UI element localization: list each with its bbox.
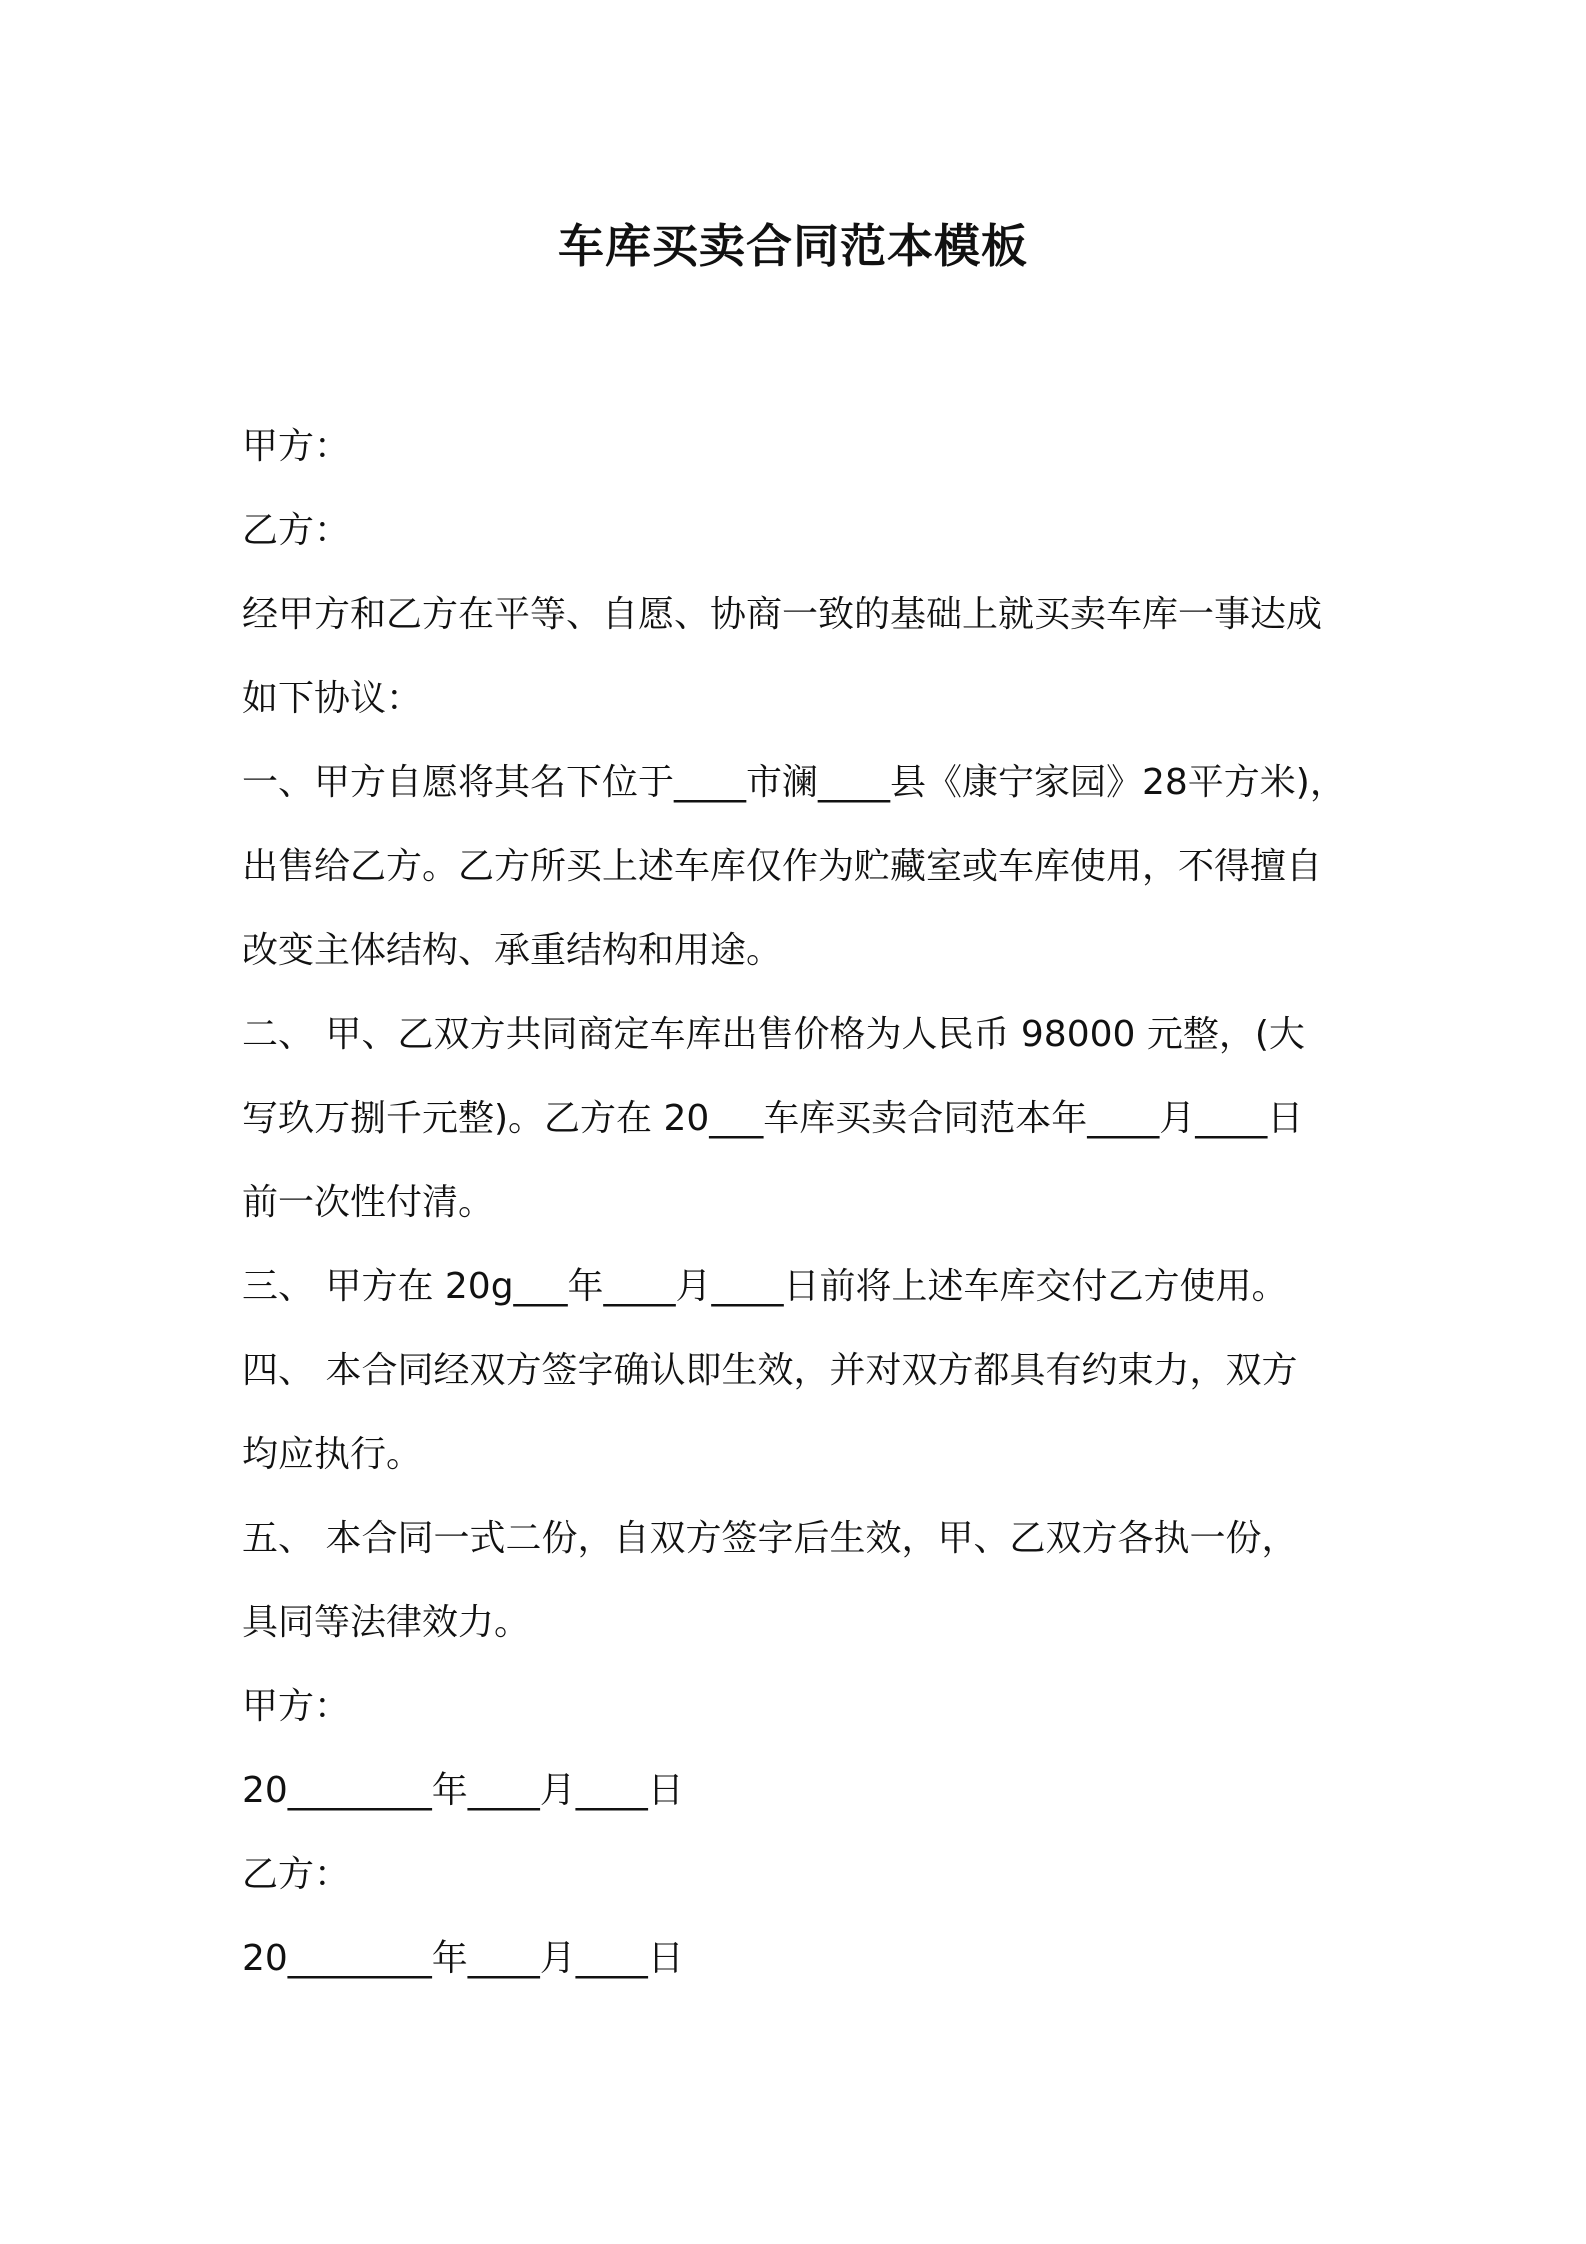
clause-5-line-1: 五、 本合同一式二份，自双方签字后生效，甲、乙双方各执一份， (242, 1518, 1298, 1559)
signature-party-b-date: 20________年____月____日 (242, 1938, 684, 1979)
clause-2-line-2: 写玖万捌千元整)。乙方在 20___车库买卖合同范本年____月____日 (242, 1098, 1304, 1139)
intro-line-2: 如下协议： (242, 678, 423, 719)
clause-5-line-2: 具同等法律效力。 (242, 1602, 531, 1643)
document-title: 车库买卖合同范本模板 (558, 219, 1028, 273)
clause-2-line-3: 前一次性付清。 (242, 1182, 495, 1223)
clause-1-line-3: 改变主体结构、承重结构和用途。 (242, 930, 783, 971)
clause-1-line-1: 一、甲方自愿将其名下位于____市澜____县《康宁家园》28平方米)， (242, 762, 1346, 803)
party-a-label: 甲方： (242, 426, 351, 467)
clause-3-line-1: 三、 甲方在 20g___年____月____日前将上述车库交付乙方使用。 (242, 1266, 1288, 1307)
signature-party-a-date: 20________年____月____日 (242, 1770, 684, 1811)
clause-4-line-2: 均应执行。 (242, 1434, 423, 1475)
clause-4-line-1: 四、 本合同经双方签字确认即生效，并对双方都具有约束力，双方 (242, 1350, 1298, 1391)
intro-line-1: 经甲方和乙方在平等、自愿、协商一致的基础上就买卖车库一事达成 (242, 594, 1323, 635)
signature-party-a-label: 甲方： (242, 1686, 351, 1727)
contract-body (242, 405, 1362, 2001)
party-b-label: 乙方： (242, 510, 351, 551)
clause-1-line-2: 出售给乙方。乙方所买上述车库仅作为贮藏室或车库使用，不得擅自 (242, 846, 1323, 887)
clause-2-line-1: 二、 甲、乙双方共同商定车库出售价格为人民币 98000 元整，(大 (242, 1014, 1305, 1055)
signature-party-b-label: 乙方： (242, 1854, 351, 1895)
